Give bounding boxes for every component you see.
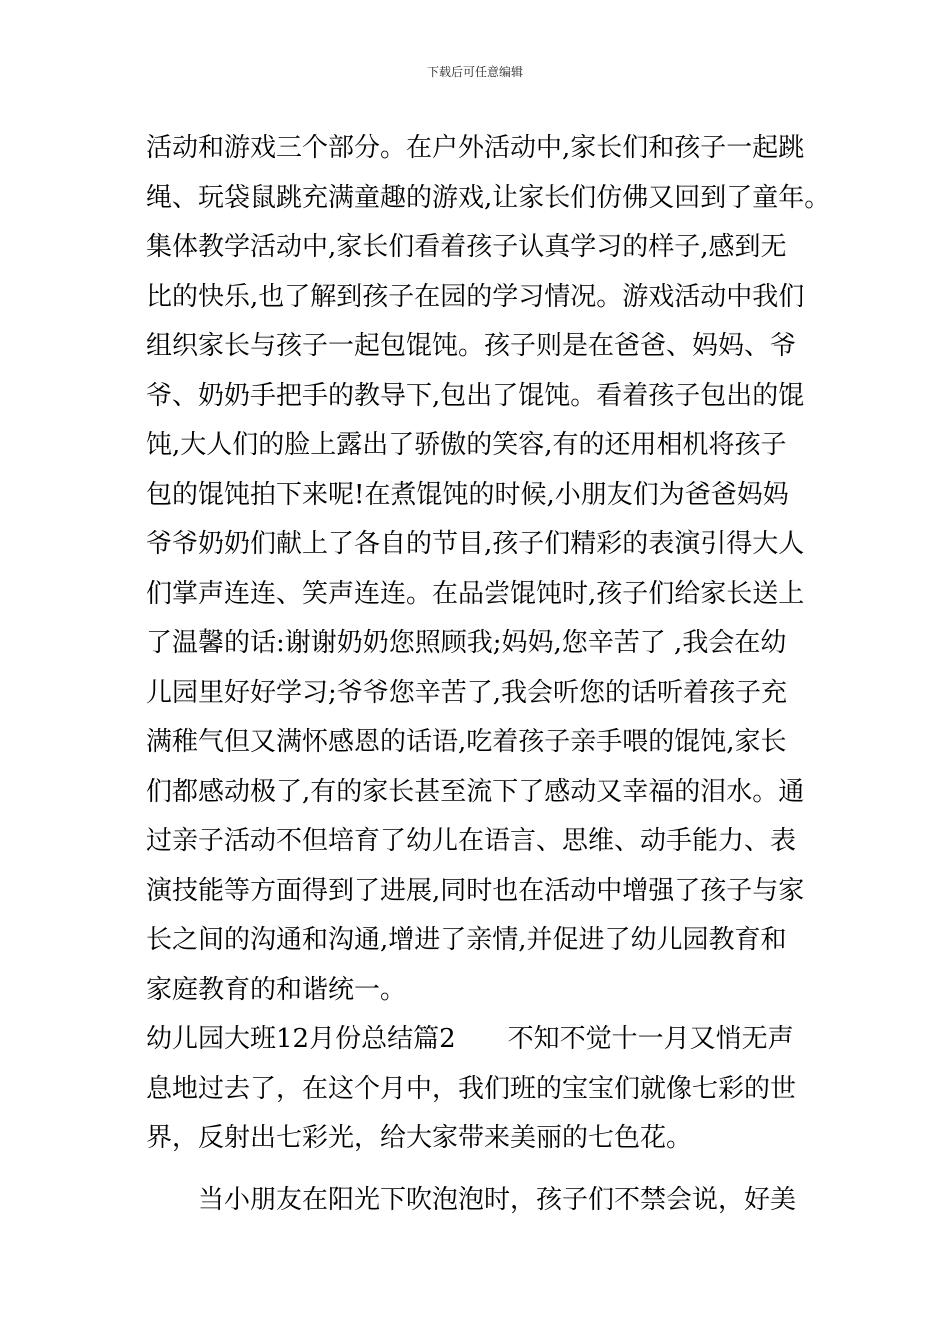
text-line: 们都感动极了,有的家长甚至流下了感动又幸福的泪水。通 [146,776,805,807]
text-line: 长之间的沟通和沟通,增进了亲情,并促进了幼儿园教育和 [146,925,787,955]
section-heading: 幼儿园大班12月份总结篇2 [146,1024,456,1054]
text-line: 绳、玩袋鼠跳充满童趣的游戏,让家长们仿佛又回到了童年。 [146,182,831,213]
section-heading-line [146,1015,826,1065]
text-line: 爷、奶奶手把手的教导下,包出了馄饨。看着孩子包出的馄 [146,380,805,411]
text-line: 满稚气但又满怀感恩的话语,吃着孩子亲手喂的馄饨,家长 [146,727,787,757]
text-line: 演技能等方面得到了进展,同时也在活动中增强了孩子与家 [146,875,805,906]
text-line: 家庭教育的和谐统一。 [146,974,407,1005]
text-line: 包的馄饨拍下来呢!在煮馄饨的时候,小朋友们为爸爸妈妈 [146,479,789,510]
text-line: 当小朋友在阳光下吹泡泡时，孩子们不禁会说，好美 [198,1184,797,1215]
text-line: 了温馨的话:谢谢奶奶您照顾我;妈妈,您辛苦了 ,我会在幼 [146,628,787,658]
text-line: 儿园里好好学习;爷爷您辛苦了,我会听您的话听着孩子充 [146,677,788,708]
section-2 [146,1015,826,1164]
paragraph-3 [146,1176,826,1226]
text-line: 比的快乐,也了解到孩子在园的学习情况。游戏活动中我们 [146,281,805,312]
text-line: 活动和游戏三个部分。在户外活动中,家长们和孩子一起跳 [146,133,805,163]
text-line: 组织家长与孩子一起包馄饨。孩子则是在爸爸、妈妈、爷 [146,331,797,361]
text-line: 息地过去了，在这个月中，我们班的宝宝们就像七彩的世 [146,1073,797,1104]
text-line: 集体教学活动中,家长们看着孩子认真学习的样子,感到无 [146,232,787,262]
page-header: 下载后可任意编辑 [426,65,523,79]
paragraph-1 [146,124,831,1015]
text-line: 界，反射出七彩光，给大家带来美丽的七色花。 [146,1123,693,1153]
text-line: 饨,大人们的脸上露出了骄傲的笑容,有的还用相机将孩子 [146,430,787,460]
text-line: 爷爷奶奶们献上了各自的节目,孩子们精彩的表演引得大人 [146,529,805,559]
text-line: 过亲子活动不但培育了幼儿在语言、思维、动手能力、表 [146,826,797,856]
text-line: 们掌声连连、笑声连连。在品尝馄饨时,孩子们给家长送上 [146,578,805,609]
document-body [146,124,831,1225]
section-heading-tail: 不知不觉十一月又悄无声 [507,1024,794,1054]
